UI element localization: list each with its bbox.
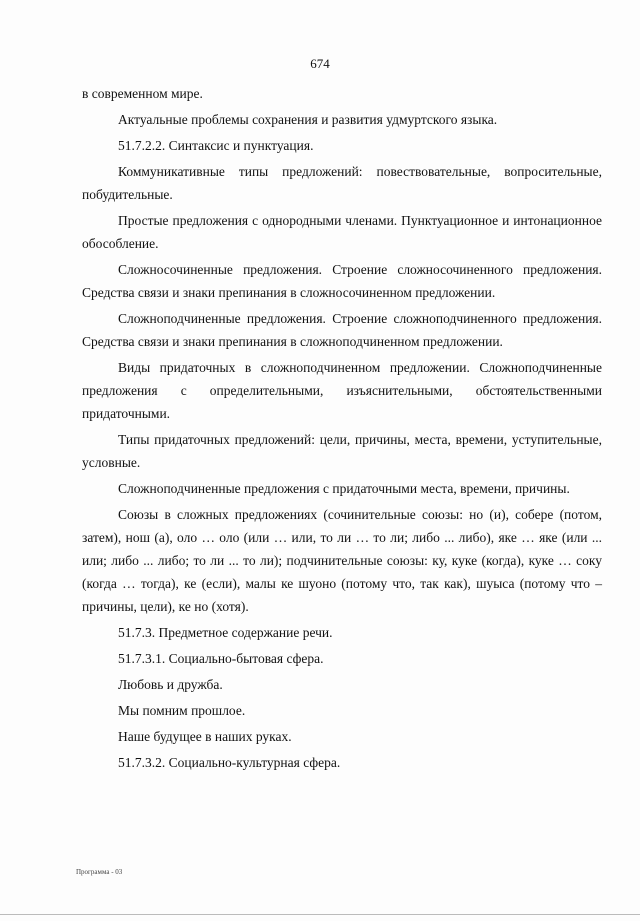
paragraph: 51.7.3. Предметное содержание речи. (118, 625, 333, 640)
bottom-rule (0, 914, 640, 915)
paragraph: Простые предложения с однородными членами. Пунктуационное и интонационное обособление. (82, 213, 602, 251)
paragraph: Союзы в сложных предложениях (сочинительные союзы: но (и), собере (потом, затем), нош (а), оло … оло (или … или, то ли … то ли; либо ... либо), яке … яке (или ... или; либо ... либо; то ли ... то ли); подчинительные союзы: ку, куке (когда), куке … соку (когда … тогда), ке (если), малы ке шуоно (потому что, так как), шуыса (потому что – причины, цели), ке но (хотя). (82, 507, 602, 614)
paragraph: 51.7.3.2. Социально-культурная сфера. (118, 755, 341, 770)
paragraph: Любовь и дружба. (118, 677, 223, 692)
paragraph: Сложноподчиненные предложения. Строение сложноподчиненного предложения. Средства связи и знаки препинания в сложноподчиненном предложении. (82, 311, 602, 349)
paragraph: 51.7.2.2. Синтаксис и пунктуация. (118, 138, 314, 153)
paragraph: Актуальные проблемы сохранения и развития удмуртского языка. (118, 112, 498, 127)
paragraph: Наше будущее в наших руках. (118, 729, 292, 744)
document-body (82, 82, 602, 777)
paragraph: Сложносочиненные предложения. Строение сложносочиненного предложения. Средства связи и знаки препинания в сложносочиненном предложении. (82, 262, 602, 300)
paragraph: Типы придаточных предложений: цели, причины, места, времени, уступительные, условные. (82, 432, 602, 470)
footer-note: Программа - 03 (76, 868, 123, 876)
paragraph: Виды придаточных в сложноподчиненном предложении. Сложноподчиненные предложения с определительными, изъяснительными, обстоятельственными придаточными. (82, 360, 602, 421)
paragraph: Мы помним прошлое. (118, 703, 246, 718)
paragraph: Коммуникативные типы предложений: повествовательные, вопросительные, побудительные. (82, 164, 602, 202)
paragraph: 51.7.3.1. Социально-бытовая сфера. (118, 651, 324, 666)
paragraph: в современном мире. (82, 86, 203, 101)
paragraph: Сложноподчиненные предложения с придаточными места, времени, причины. (118, 481, 570, 496)
page-number: 674 (310, 56, 330, 71)
